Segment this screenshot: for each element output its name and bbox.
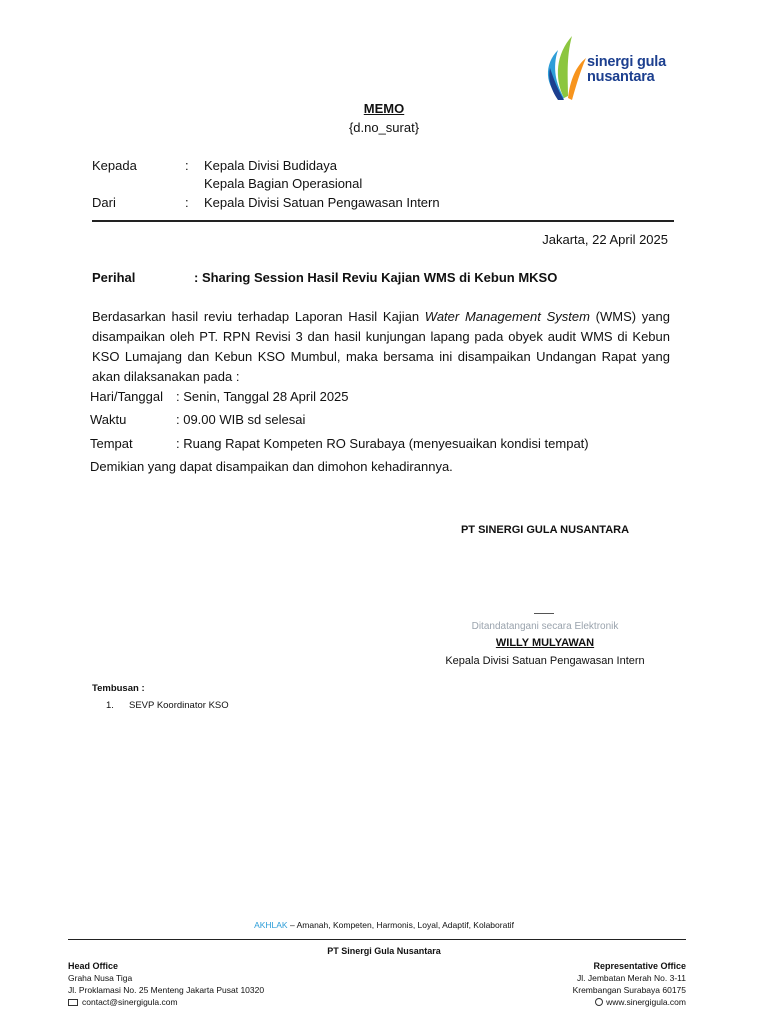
kepada-recipient-1: Kepala Divisi Budidaya (204, 158, 337, 173)
kepada-colon: : (185, 158, 189, 173)
memo-number: {d.no_surat} (348, 120, 420, 135)
cc-list-item (106, 700, 229, 711)
head-office-title: Head Office (68, 961, 119, 971)
perihal-label: Perihal (92, 270, 136, 285)
email-icon (68, 999, 78, 1006)
logo-text (587, 55, 666, 85)
akhlak-brand: AKHLAK (254, 920, 288, 930)
rep-office-web[interactable]: www.sinergigula.com (606, 997, 686, 1007)
kepada-label: Kepada (92, 158, 137, 173)
cc-item-number: 1. (106, 700, 114, 711)
body-italic: Water Management System (424, 309, 590, 324)
detail-label-waktu: Waktu (90, 412, 127, 427)
rep-office-block (573, 960, 686, 1008)
memo-title: MEMO (363, 101, 405, 116)
header-divider (92, 220, 674, 222)
globe-icon (595, 998, 603, 1006)
dari-sender: Kepala Divisi Satuan Pengawasan Intern (204, 195, 440, 210)
detail-label-hari: Hari/Tanggal (90, 389, 163, 404)
signer-title: Kepala Divisi Satuan Pengawasan Intern (445, 655, 645, 667)
detail-label-tempat: Tempat (90, 436, 133, 451)
akhlak-values-text: – Amanah, Kompeten, Harmonis, Loyal, Adaptif, Kolaboratif (287, 920, 514, 930)
head-office-email-row (68, 996, 264, 1008)
detail-value-hari: : Senin, Tanggal 28 April 2025 (176, 389, 349, 404)
body-text-2: (WMS) yang disampaikan oleh PT. RPN Revisi 3 dan hasil kunjungan lapang pada obyek audit WMS di Kebun KSO Lumajang dan Kebun KSO Mumbul, maka bersama ini disampaikan Undangan Rapat yang akan dilaksanakan pada : (92, 309, 670, 384)
letter-date: Jakarta, 22 April 2025 (542, 232, 668, 247)
rep-office-title: Representative Office (593, 961, 686, 971)
footer-divider (68, 939, 686, 940)
kepada-recipient-2: Kepala Bagian Operasional (204, 176, 363, 191)
akhlak-values (0, 920, 768, 930)
logo-line-2: nusantara (587, 69, 655, 85)
head-office-block (68, 960, 264, 1008)
cc-item-text: SEVP Koordinator KSO (129, 700, 229, 711)
logo-line-1: sinergi gula (587, 54, 666, 70)
head-office-line-1: Graha Nusa Tiga (68, 973, 133, 983)
dari-colon: : (185, 195, 189, 210)
perihal-value: : Sharing Session Hasil Reviu Kajian WMS di Kebun MKSO (194, 270, 558, 285)
esign-mark (534, 613, 554, 614)
body-paragraph (92, 307, 670, 387)
detail-value-tempat: : Ruang Rapat Kompeten RO Surabaya (menyesuaikan kondisi tempat) (176, 436, 589, 451)
rep-office-web-row (573, 996, 686, 1008)
rep-office-line-2: Krembangan Surabaya 60175 (572, 985, 686, 995)
closing-text: Demikian yang dapat disampaikan dan dimohon kehadirannya. (90, 459, 453, 474)
footer-company: PT Sinergi Gula Nusantara (327, 946, 441, 956)
dari-label: Dari (92, 195, 116, 210)
body-text-1: Berdasarkan hasil reviu terhadap Laporan Hasil Kajian (92, 309, 425, 324)
head-office-email[interactable]: contact@sinergigula.com (82, 997, 178, 1007)
tembusan-label: Tembusan : (92, 683, 145, 694)
logo-leaf-icon (540, 28, 588, 108)
rep-office-line-1: Jl. Jembatan Merah No. 3-11 (577, 973, 686, 983)
esign-note: Ditandatangani secara Elektronik (471, 621, 619, 632)
head-office-line-2: Jl. Proklamasi No. 25 Menteng Jakarta Pusat 10320 (68, 985, 265, 995)
signature-company: PT SINERGI GULA NUSANTARA (460, 524, 630, 536)
signer-name: WILLY MULYAWAN (495, 637, 595, 649)
detail-value-waktu: : 09.00 WIB sd selesai (176, 412, 306, 427)
